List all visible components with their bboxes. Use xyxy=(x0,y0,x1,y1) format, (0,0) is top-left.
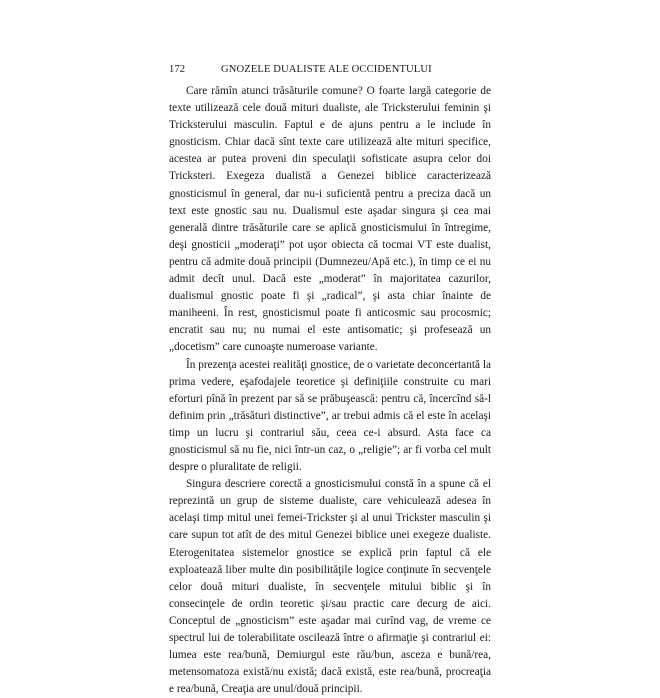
paragraph-2: În prezenţa acestei realităţi gnostice, de o varietate deconcertantă la prima vedere, eşafodajele teoretice şi definiţiile construite cu mari eforturi pînă în prezent par să se prăbuşească: pentru că, încercînd să-l definim prin „trăsături distinctive”, ar trebui admis că el este în acelaşi timp un lucru şi contrariul său, ceea ce-i absurd. Asta face ca gnosticismul să nu fie, nici într-un caz, o „religie”; ar fi vorba cel mult despre o pluralitate de religii. xyxy=(169,358,491,474)
body-text xyxy=(169,83,491,698)
running-title: GNOZELE DUALISTE ALE OCCIDENTULUI xyxy=(221,64,432,75)
paragraph-3: Singura descriere corectă a gnosticismului constă în a spune că el reprezintă un grup de sisteme dualiste, care vehiculează adesea în acelaşi timp mitul unei femei-Trickster şi al unui Trickster masculin şi care supun tot atît de des mitul Genezei biblice unei exegeze dualiste. Eterogenitatea sistemelor gnostice se explică prin faptul că ele exploatează liber multe din posibilităţile logice conţinute în secvenţele celor două mituri dualiste, în secvenţele mitului biblic şi în consecinţele de ordin teoretic şi/sau practic care decurg de aici. Conceptul de „gnosticism” este aşadar mai curînd vag, de vreme ce spectrul lui de tolerabilitate oscilează între o afirmaţie şi contrariul ei: lumea este rea/bună, Demiurgul este rău/bun, asceza e bună/rea, metensomatoza există/nu există; dacă există, este rea/bună, procreaţia e rea/bună, Creaţia are unul/două principii. xyxy=(169,478,491,696)
page-number: 172 xyxy=(169,64,186,75)
paragraph-1: Care rămîn atunci trăsăturile comune? O foarte largă categorie de texte utilizează cele două mituri dualiste, ale Tricksterului feminin şi Tricksterului masculin. Faptul e de ajuns pentru a le include în gnosticism. Chiar dacă sînt texte care utilizează alte mituri specifice, acestea ar putea proveni din speculaţii sofisticate asupra celor doi Tricksteri. Exegeza dualistă a Genezei biblice caracterizează gnosticismul în general, dar nu-i suficientă pentru a preciza dacă un text este gnostic sau nu. Dualismul este aşadar singura şi cea mai generală dintre trăsăturile care se aplică gnosticismului în întregime, deşi gnosticii „moderaţi” pot uşor obiecta că tocmai VT este dualist, pentru că admite două principii (Dumnezeu/Apă etc.), în timp ce ei nu admit decît unul. Dacă este „moderat” în majoritatea cazurilor, dualismul gnostic poate fi şi „radical”, şi asta chiar înainte de maniheeni. În rest, gnosticismul poate fi anticosmic sau procosmic; encratit sau nu; nu numai el este antisomatic; şi profesează un „docetism” care cunoaşte numeroase variante. xyxy=(169,85,491,354)
running-head xyxy=(169,64,491,78)
